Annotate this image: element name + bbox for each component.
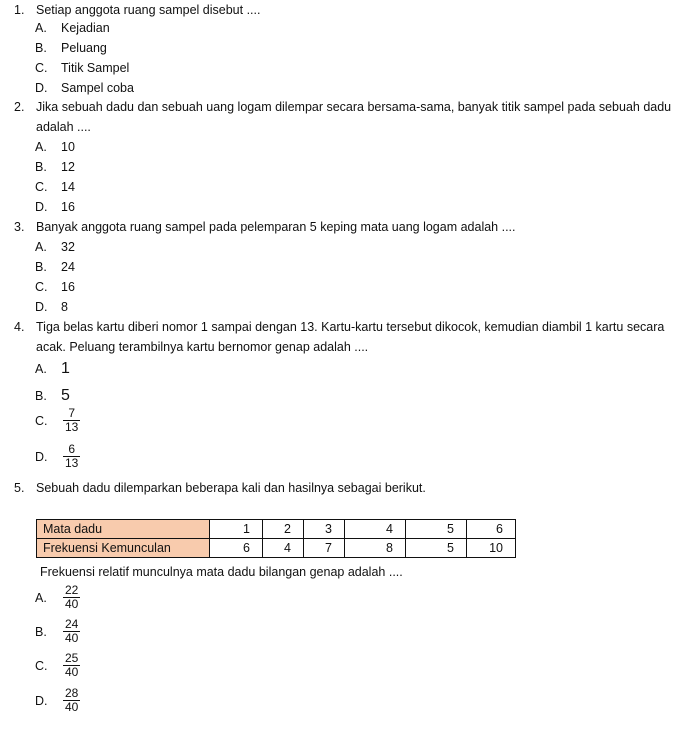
option-text: 24 <box>61 260 75 274</box>
fraction <box>63 687 80 714</box>
fraction-numerator: 28 <box>65 686 79 700</box>
fraction-denominator: 40 <box>65 631 79 645</box>
fraction <box>63 584 80 611</box>
option-1b <box>35 38 107 58</box>
table-cell: 10 <box>467 539 516 558</box>
option-text: 12 <box>61 160 75 174</box>
option-4b <box>35 386 70 406</box>
question-number: 1. <box>14 3 25 17</box>
fraction-numerator: 6 <box>68 442 76 456</box>
fraction-denominator: 40 <box>65 665 79 679</box>
option-1a <box>35 18 110 38</box>
option-text: 5 <box>61 387 70 404</box>
question-text: Setiap anggota ruang sampel disebut .... <box>36 3 261 17</box>
question-text: Banyak anggota ruang sampel pada pelemparan 5 keping mata uang logam adalah .... <box>36 220 516 234</box>
option-1c <box>35 58 129 78</box>
question-text: Tiga belas kartu diberi nomor 1 sampai dengan 13. Kartu-kartu tersebut dikocok, kemudian diambil 1 kartu secara acak. Peluang terambilnya kartu bernomor genap adalah .... <box>36 320 665 354</box>
option-letter: C. <box>35 61 48 75</box>
option-letter: D. <box>35 300 48 314</box>
table-row <box>37 520 516 539</box>
option-letter: B. <box>35 260 47 274</box>
question-number: 3. <box>14 220 25 234</box>
option-text: Kejadian <box>61 21 110 35</box>
table-cell: 1 <box>210 520 263 539</box>
option-letter: C. <box>35 280 48 294</box>
option-4a <box>35 359 70 379</box>
option-letter: B. <box>35 389 47 403</box>
option-text: Peluang <box>61 41 107 55</box>
fraction-numerator: 25 <box>65 651 79 665</box>
table-cell: 7 <box>304 539 345 558</box>
option-letter: C. <box>35 658 48 673</box>
table-cell: 4 <box>345 520 406 539</box>
option-letter: A. <box>35 140 47 154</box>
option-2a <box>35 137 75 157</box>
table-header-cell: Mata dadu <box>37 520 210 539</box>
option-3c <box>35 277 75 297</box>
fraction-denominator: 13 <box>65 420 79 434</box>
table-cell: 5 <box>406 539 467 558</box>
option-1d <box>35 78 134 98</box>
option-letter: D. <box>35 81 48 95</box>
question-5-caption: Frekuensi relatif munculnya mata dadu bilangan genap adalah .... <box>40 565 403 579</box>
option-text: 16 <box>61 280 75 294</box>
question-text: Jika sebuah dadu dan sebuah uang logam dilempar secara bersama-sama, banyak titik sampel pada sebuah dadu adalah .... <box>36 100 672 134</box>
option-letter: A. <box>35 362 47 376</box>
fraction <box>63 407 80 434</box>
question-number: 5. <box>14 481 25 495</box>
option-text: 10 <box>61 140 75 154</box>
fraction <box>63 618 80 645</box>
fraction <box>63 443 80 470</box>
option-5a <box>35 584 80 611</box>
option-2d <box>35 197 75 217</box>
option-text: 14 <box>61 180 75 194</box>
table-cell: 3 <box>304 520 345 539</box>
option-text: 8 <box>61 300 68 314</box>
option-letter: A. <box>35 240 47 254</box>
option-letter: B. <box>35 41 47 55</box>
option-5b <box>35 618 80 645</box>
option-3a <box>35 237 75 257</box>
option-letter: C. <box>35 180 48 194</box>
option-2b <box>35 157 75 177</box>
option-5d <box>35 687 80 714</box>
question-text: Sebuah dadu dilemparkan beberapa kali dan hasilnya sebagai berikut. <box>36 481 426 495</box>
option-3b <box>35 257 75 277</box>
option-letter: D. <box>35 200 48 214</box>
option-3d <box>35 297 68 317</box>
table-cell: 4 <box>263 539 304 558</box>
option-letter: D. <box>35 693 48 708</box>
option-letter: D. <box>35 449 48 464</box>
table-cell: 6 <box>467 520 516 539</box>
table-cell: 6 <box>210 539 263 558</box>
option-text: Titik Sampel <box>61 61 130 75</box>
option-text: 32 <box>61 240 75 254</box>
question-number: 4. <box>14 320 25 334</box>
option-text: 1 <box>61 360 70 377</box>
option-text: Sampel coba <box>61 81 134 95</box>
table-cell: 5 <box>406 520 467 539</box>
fraction-numerator: 24 <box>65 617 79 631</box>
option-text: 16 <box>61 200 75 214</box>
fraction <box>63 652 80 679</box>
fraction-numerator: 7 <box>68 406 76 420</box>
option-letter: A. <box>35 21 47 35</box>
dice-frequency-table <box>36 519 516 558</box>
table-row <box>37 539 516 558</box>
fraction-numerator: 22 <box>65 583 79 597</box>
option-4d <box>35 443 80 470</box>
option-letter: C. <box>35 413 48 428</box>
fraction-denominator: 13 <box>65 456 79 470</box>
table-header-cell: Frekuensi Kemunculan <box>37 539 210 558</box>
option-letter: B. <box>35 624 47 639</box>
option-letter: B. <box>35 160 47 174</box>
option-letter: A. <box>35 590 47 605</box>
option-4c <box>35 407 80 434</box>
fraction-denominator: 40 <box>65 597 79 611</box>
fraction-denominator: 40 <box>65 700 79 714</box>
table-cell: 2 <box>263 520 304 539</box>
option-5c <box>35 652 80 679</box>
option-2c <box>35 177 75 197</box>
question-number: 2. <box>14 100 25 114</box>
table-cell: 8 <box>345 539 406 558</box>
